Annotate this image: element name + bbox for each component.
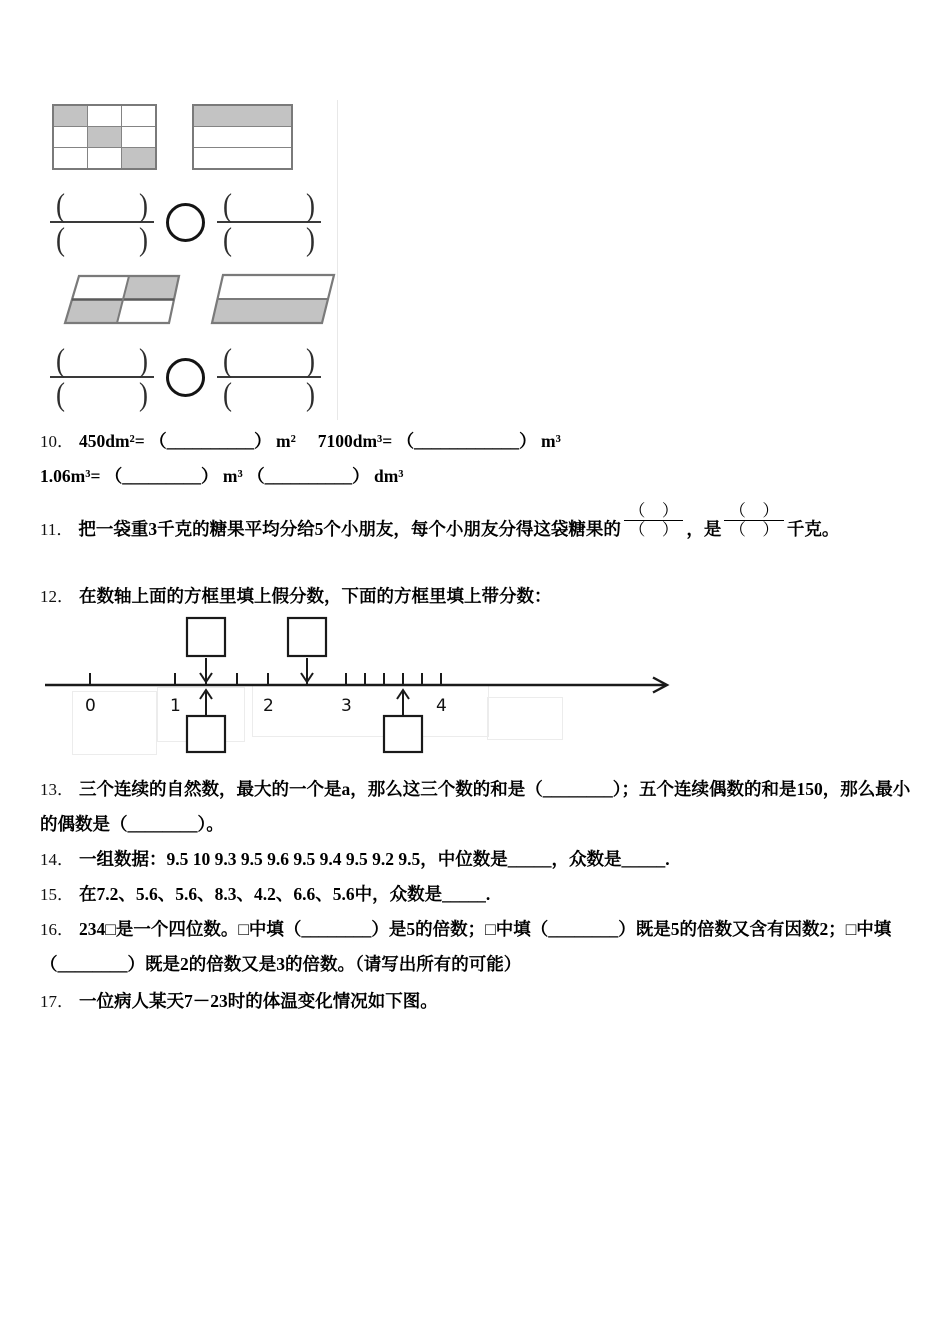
- question-text: 在7.2、5.6、5.6、8.3、4.2、6.6、5.6中，众数是_____.: [79, 884, 491, 904]
- number-line-label: 2: [263, 696, 274, 716]
- parallelogram-figures: [55, 270, 345, 330]
- question-12: [40, 586, 552, 608]
- figure-textbox-border: [337, 100, 338, 420]
- question-number: 13．: [40, 780, 74, 799]
- paren-open: (: [56, 220, 65, 258]
- number-line-label: 4: [436, 696, 447, 716]
- question-number: 14．: [40, 850, 74, 869]
- number-line-label: 0: [85, 696, 96, 716]
- question-text: 450dm²= （__________） m² 7100dm³= （____________） m³: [79, 431, 561, 451]
- fraction-comparison-2: [50, 341, 321, 413]
- question-11: [40, 502, 839, 541]
- paren-close: ): [139, 341, 148, 379]
- paren-close: ): [306, 186, 315, 224]
- answer-box-top: [187, 618, 225, 656]
- question-10-line-1: [40, 431, 561, 453]
- paren-close: ): [139, 220, 148, 258]
- question-text: 234□是一个四位数。□中填（________）是5的倍数；□中填（________）既是5的倍数又含有因数2；□中填: [79, 919, 892, 939]
- paren-open: (: [56, 375, 65, 413]
- question-17: [40, 991, 438, 1013]
- grid-cell: [53, 148, 88, 170]
- paren-open: (: [223, 186, 232, 224]
- grid-cell: [193, 127, 292, 148]
- paren-close: ): [306, 375, 315, 413]
- paren-close: ): [306, 341, 315, 379]
- fraction-denominator-blank: [50, 220, 154, 258]
- fraction-grid-rows: [192, 104, 293, 170]
- paren-open: (: [223, 220, 232, 258]
- fraction-numerator-blank: （ ）: [729, 501, 779, 520]
- question-14: [40, 849, 670, 871]
- question-15: [40, 884, 490, 906]
- question-text: 1.06m³= （_________） m³ （__________） dm³: [40, 466, 404, 486]
- question-16-line-2: [40, 954, 521, 976]
- question-text: 一组数据：9.5 10 9.3 9.5 9.6 9.5 9.4 9.5 9.2 9.5，中位数是_____，众数是_____.: [79, 849, 670, 869]
- grid-cell: [193, 148, 292, 170]
- question-text: 千克。: [786, 519, 840, 540]
- question-number: 17．: [40, 992, 74, 1011]
- grid-cell: [88, 105, 122, 127]
- number-line-label: 1: [170, 696, 181, 716]
- paren-open: (: [223, 375, 232, 413]
- question-number: 11．: [40, 520, 74, 540]
- answer-box-bottom: [187, 716, 225, 752]
- fraction-denominator-blank: [50, 375, 154, 413]
- parallelogram-right-shaded-bottom: [212, 299, 328, 323]
- fraction-numerator-blank: [217, 186, 321, 224]
- grid-cell: [53, 105, 88, 127]
- grid-cell: [122, 127, 157, 148]
- fraction-denominator-blank: （ ）: [724, 520, 784, 539]
- paren-close: ): [139, 186, 148, 224]
- grid-cell: [53, 127, 88, 148]
- inline-fraction-blank-1: [624, 502, 684, 539]
- fraction-numerator-blank: [50, 186, 154, 224]
- fraction-blank-right-2: [217, 341, 321, 413]
- grid-cell: [88, 148, 122, 170]
- grid-cell: [122, 105, 157, 127]
- grid-cell: [193, 105, 292, 127]
- question-text: （________）既是2的倍数又是3的倍数。（请写出所有的可能）: [40, 954, 522, 974]
- question-13-line-2: [40, 814, 224, 836]
- question-text: 在数轴上面的方框里填上假分数，下面的方框里填上带分数：: [79, 586, 552, 606]
- fraction-numerator-blank: [217, 341, 321, 379]
- parallelogram-left-shaded-topright: [123, 276, 179, 300]
- grid-cell: [122, 148, 157, 170]
- fraction-numerator-blank: [50, 341, 154, 379]
- question-16-line-1: [40, 919, 891, 941]
- question-text: 一位病人某天7－23时的体温变化情况如下图。: [79, 991, 438, 1011]
- question-text: 三个连续的自然数，最大的一个是a，那么这三个数的和是（________）；五个连续偶数的和是150，那么最小: [79, 779, 911, 799]
- answer-box-bottom: [384, 716, 422, 752]
- fraction-denominator-blank: （ ）: [624, 520, 684, 539]
- question-text: 的偶数是（________）。: [40, 814, 224, 834]
- number-line-label: 3: [341, 696, 352, 716]
- inline-fraction-blank-2: [724, 502, 784, 539]
- fraction-grid-3x3: [52, 104, 157, 170]
- paren-close: ): [139, 375, 148, 413]
- fraction-blank-left-2: [50, 341, 154, 413]
- answer-box-top: [288, 618, 326, 656]
- fraction-blank-left-1: [50, 186, 154, 258]
- grid-cell: [88, 127, 122, 148]
- question-10-line-2: [40, 466, 404, 488]
- paren-open: (: [56, 186, 65, 224]
- comparison-circle: [166, 358, 205, 397]
- number-line-svg: [0, 612, 950, 772]
- fraction-denominator-blank: [217, 375, 321, 413]
- fraction-blank-right-1: [217, 186, 321, 258]
- paren-open: (: [56, 341, 65, 379]
- question-number: 12．: [40, 587, 74, 606]
- paren-open: (: [223, 341, 232, 379]
- parallelogram-left-shaded-bottomleft: [65, 300, 123, 324]
- question-text: ，是: [686, 519, 722, 540]
- question-13-line-1: [40, 779, 910, 801]
- number-line-figure: [0, 612, 950, 772]
- question-text: 把一袋重3千克的糖果平均分给5个小朋友，每个小朋友分得这袋糖果的: [78, 519, 621, 540]
- fraction-numerator-blank: （ ）: [628, 501, 679, 520]
- comparison-circle: [166, 203, 205, 242]
- fraction-comparison-1: [50, 186, 321, 258]
- fraction-denominator-blank: [217, 220, 321, 258]
- question-number: 10．: [40, 432, 74, 451]
- paren-close: ): [306, 220, 315, 258]
- question-number: 16．: [40, 920, 74, 939]
- question-number: 15．: [40, 885, 74, 904]
